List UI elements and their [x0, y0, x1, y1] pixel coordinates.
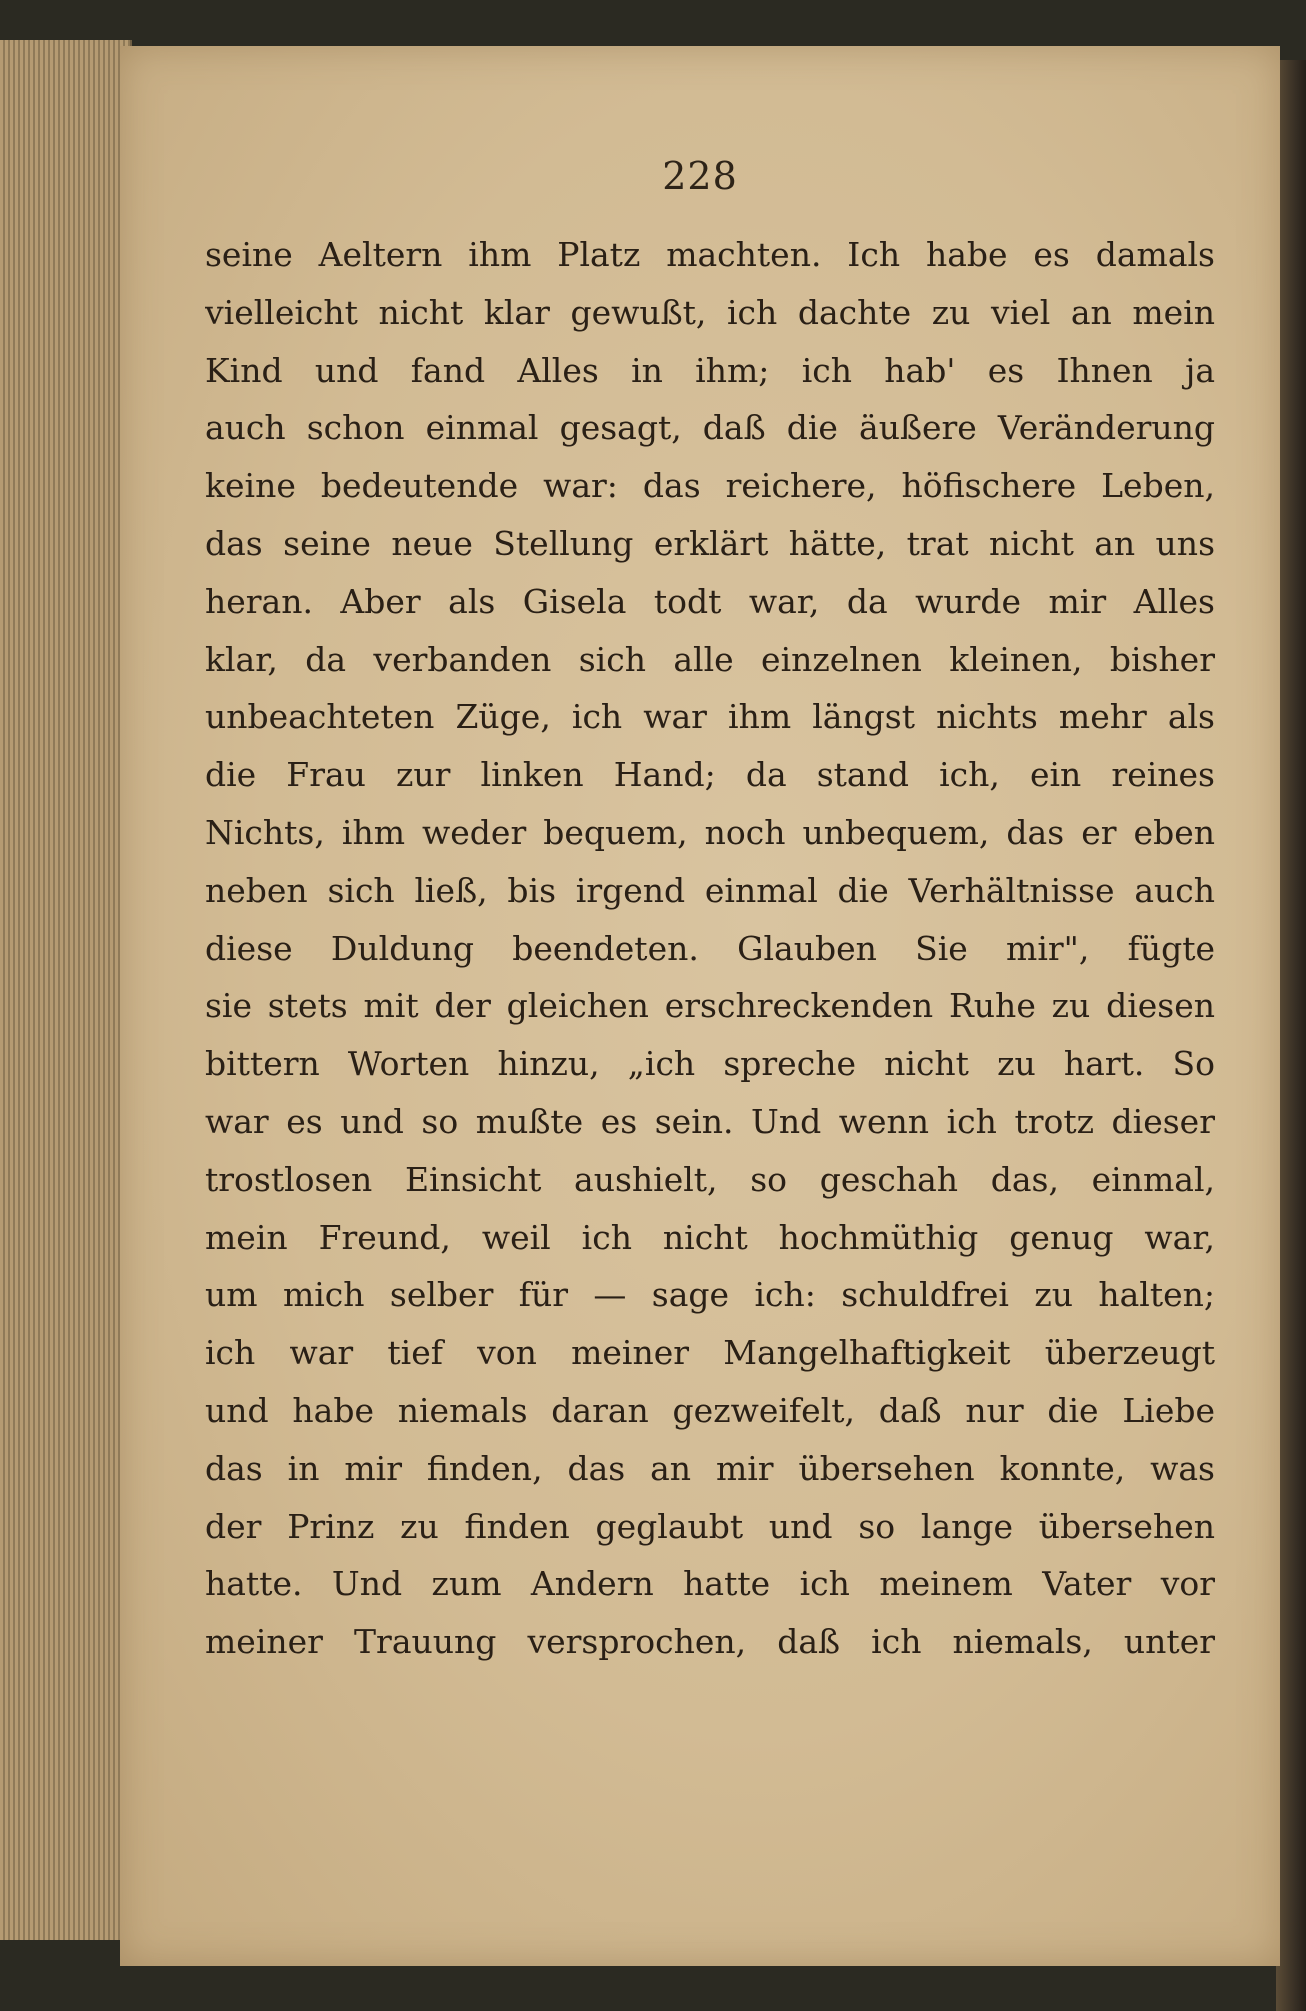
text-line: hatte. Und zum Andern hatte ich meinem Vater vor [205, 1564, 1215, 1604]
text-line: ich war tief von meiner Mangelhaftigkeit überzeugt [205, 1333, 1215, 1373]
text-line: unbeachteten Züge, ich war ihm längst nichts mehr als [205, 697, 1215, 737]
text-line: auch schon einmal gesagt, daß die äußere Veränderung [205, 408, 1215, 448]
text-line: diese Duldung beendeten. Glauben Sie mir", fügte [205, 928, 1215, 968]
text-line: trostlosen Einsicht aushielt, so geschah das, einmal, [205, 1159, 1215, 1199]
page-number: 228 [662, 154, 738, 198]
text-line: und habe niemals daran gezweifelt, daß nur die Liebe [205, 1390, 1215, 1430]
text-line: heran. Aber als Gisela todt war, da wurde mir Alles [205, 581, 1215, 621]
text-line: war es und so mußte es sein. Und wenn ich trotz dieser [205, 1101, 1215, 1141]
text-line: vielleicht nicht klar gewußt, ich dachte zu viel an mein [205, 292, 1215, 332]
text-line: Nichts, ihm weder bequem, noch unbequem, das er eben [205, 812, 1215, 852]
text-line: seine Aeltern ihm Platz machten. Ich habe es damals [205, 235, 1215, 274]
text-line: bittern Worten hinzu, „ich spreche nicht zu hart. So [205, 1044, 1215, 1084]
text-line: sie stets mit der gleichen erschreckenden Ruhe zu diesen [205, 986, 1215, 1026]
text-line: Kind und fand Alles in ihm; ich hab' es Ihnen ja [205, 350, 1215, 390]
text-line: mein Freund, weil ich nicht hochmüthig genug war, [205, 1217, 1215, 1257]
text-line: das seine neue Stellung erklärt hätte, trat nicht an uns [205, 523, 1215, 563]
text-line: der Prinz zu finden geglaubt und so lange übersehen [205, 1506, 1215, 1546]
text-line: die Frau zur linken Hand; da stand ich, ein reines [205, 755, 1215, 795]
body-text [205, 226, 1215, 1671]
text-line: um mich selber für — sage ich: schuldfrei zu halten; [205, 1275, 1215, 1315]
text-line: klar, da verbanden sich alle einzelnen kleinen, bisher [205, 639, 1215, 679]
text-line: das in mir finden, das an mir übersehen konnte, was [205, 1448, 1215, 1488]
book-cover-edge [1276, 60, 1306, 2011]
text-line: meiner Trauung versprochen, daß ich niemals, unter [205, 1622, 1215, 1662]
text-line: neben sich ließ, bis irgend einmal die Verhältnisse auch [205, 870, 1215, 910]
page-edges [0, 40, 132, 1940]
text-line: keine bedeutende war: das reichere, höfischere Leben, [205, 466, 1215, 506]
book-page [120, 46, 1280, 1966]
